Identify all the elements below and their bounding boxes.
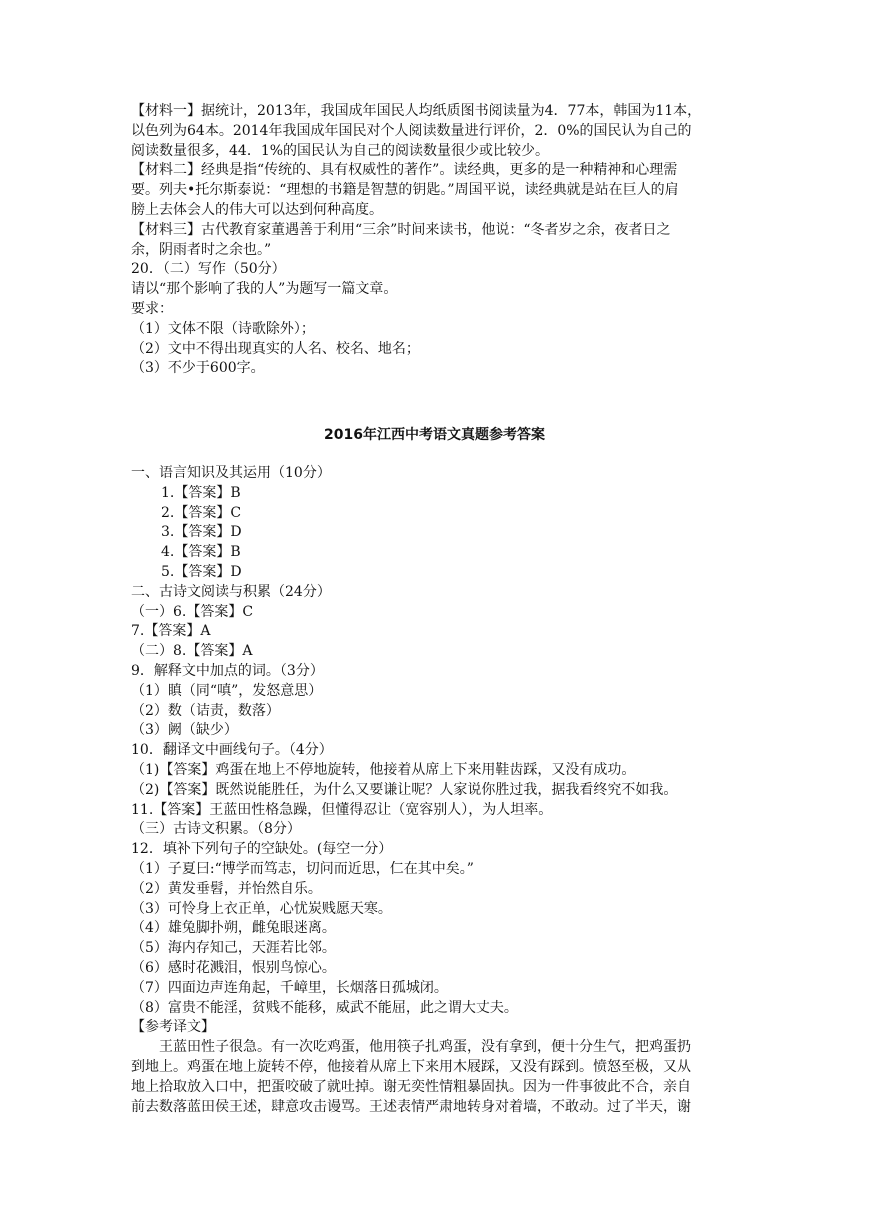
text-line: （1）文体不限（诗歌除外）； (131, 320, 315, 337)
text-line: 到地上。鸡蛋在地上旋转不停，他接着从席上下来用木屐踩，又没有踩到。愤怒至极，又从 (131, 1058, 691, 1075)
text-line: 5.【答案】D (161, 563, 242, 580)
text-line: 4.【答案】B (161, 544, 241, 561)
text-line: （1）瞋（同“嗔”，发怒意思） (131, 682, 323, 699)
text-line: 余，阴雨者时之余也。” (131, 241, 272, 258)
text-line: 王蓝田性子很急。有一次吃鸡蛋，他用筷子扎鸡蛋，没有拿到，便十分生气，把鸡蛋扔 (159, 1039, 691, 1056)
text-line: （2)【答案】既然说能胜任，为什么又要谦让呢？人家说你胜过我，据我看终究不如我。 (131, 781, 678, 798)
text-line: （2）数（诘责，数落） (131, 702, 280, 719)
materials-and-writing-section (131, 102, 743, 379)
text-line: （二）8.【答案】A (131, 643, 253, 660)
text-line: 阅读数量很多，44．1%的国民认为自己的阅读数量很少或比较少。 (131, 142, 550, 159)
text-line: 【参考译文】 (131, 1019, 215, 1036)
text-line: （1）子夏曰:“博学而笃志，切问而近思，仁在其中矣。” (131, 860, 474, 877)
text-line: 前去数落蓝田侯王述，肆意攻击谩骂。王述表情严肃地转身对着墙，不敢动。过了半天，谢 (131, 1098, 691, 1115)
answer-title: 2016年江西中考语文真题参考答案 (324, 427, 545, 443)
text-line: （7）四面边声连角起，千嶂里，长烟落日孤城闭。 (131, 979, 448, 996)
text-line: 【材料三】古代教育家董遇善于利用“三余”时间来读书，他说：“冬者岁之余，夜者日之 (131, 221, 671, 238)
text-line: 二、古诗文阅读与积累（24分） (131, 583, 331, 600)
text-line: （5）海内存知己，天涯若比邻。 (131, 940, 336, 957)
text-line: 请以“那个影响了我的人”为题写一篇文章。 (131, 281, 398, 298)
text-line: 9．解释文中加点的词。（3分） (131, 662, 324, 679)
text-line: （一）6.【答案】C (131, 603, 254, 620)
text-line: 膀上去体会人的伟大可以达到何种高度。 (131, 201, 383, 218)
text-line: 7.【答案】A (131, 623, 211, 640)
answers-section (131, 464, 743, 1117)
text-line: （三）古诗文积累。（8分） (131, 821, 301, 838)
text-line: （1)【答案】鸡蛋在地上不停地旋转，他接着从席上下来用鞋齿踩，又没有成功。 (131, 761, 636, 778)
text-line: （8）富贵不能淫，贫贱不能移，威武不能屈，此之谓大丈夫。 (131, 999, 518, 1016)
text-line: 20．（二）写作（50分） (131, 261, 286, 278)
text-line: （2）黄发垂髫，并怡然自乐。 (131, 880, 322, 897)
text-line: 【材料一】据统计，2013年，我国成年国民人均纸质图书阅读量为4．77本，韩国为11本， (131, 103, 702, 119)
text-line: 地上拾取放入口中，把蛋咬破了就吐掉。谢无奕性情粗暴固执。因为一件事彼此不合，亲自 (131, 1078, 691, 1095)
text-line: 11.【答案】王蓝田性格急躁，但懂得忍让（宽容别人），为人坦率。 (131, 801, 553, 818)
text-line: 【材料二】经典是指“传统的、具有权威性的著作”。读经典，更多的是一种精神和心理需 (131, 162, 678, 179)
text-line: 一、语言知识及其运用（10分） (131, 465, 331, 481)
text-line: （4）雄兔脚扑朔，雌兔眼迷离。 (131, 920, 336, 937)
text-line: （6）感时花溅泪，恨别鸟惊心。 (131, 959, 336, 976)
text-line: 12．填补下列句子的空缺处。(每空一分） (131, 841, 393, 858)
text-line: 以色列为64本。2014年我国成年国民对个人阅读数量进行评价，2．0%的国民认为自己的 (131, 122, 692, 139)
text-line: 2.【答案】C (161, 504, 242, 521)
text-line: （2）文中不得出现真实的人名、校名、地名； (131, 340, 420, 357)
text-line: 10．翻译文中画线句子。（4分） (131, 742, 333, 759)
text-line: （3）阙（缺少） (131, 722, 238, 739)
text-line: 要求： (131, 300, 173, 317)
text-line: 1.【答案】B (161, 484, 241, 501)
text-line: （3）不少于600字。 (131, 360, 265, 377)
text-line: 3.【答案】D (161, 524, 242, 541)
text-line: （3）可怜身上衣正单，心忧炭贱愿天寒。 (131, 900, 392, 917)
text-line: 要。列夫•托尔斯泰说：“理想的书籍是智慧的钥匙。”周国平说，读经典就是站在巨人的肩 (131, 182, 679, 199)
